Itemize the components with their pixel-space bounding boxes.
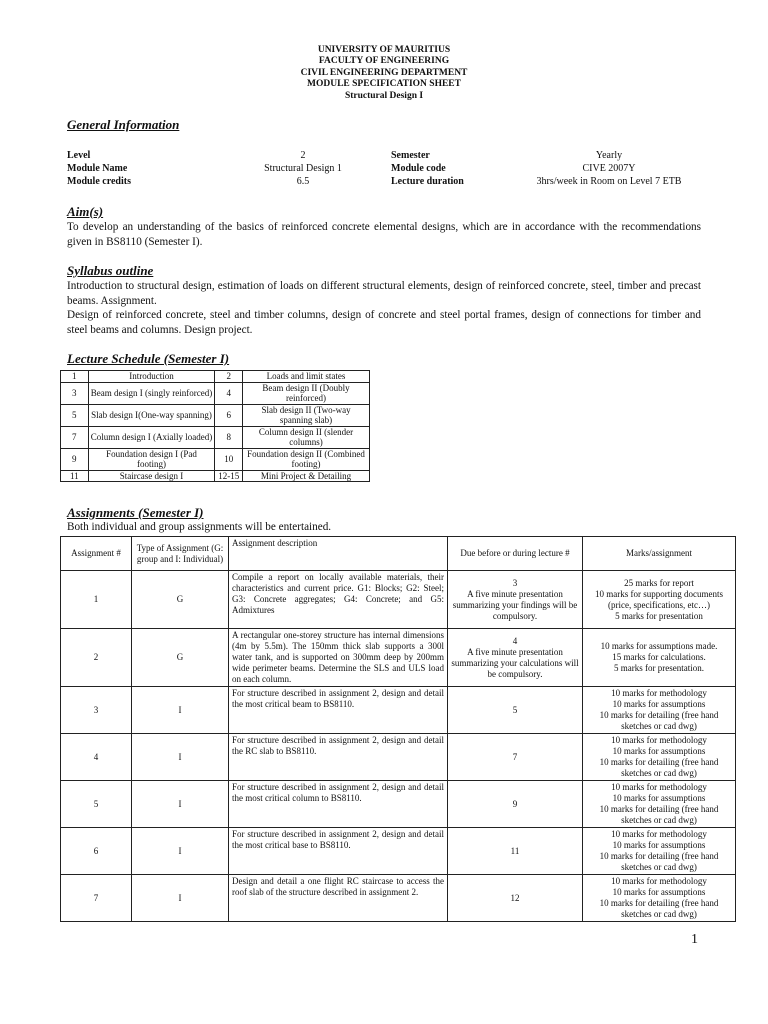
marks-line: 25 marks for report (624, 577, 694, 588)
aims-heading: Aim(s) (67, 204, 104, 219)
lecture-number: 11 (61, 470, 89, 482)
assignment-type: I (132, 828, 229, 875)
assignment-marks (583, 734, 736, 781)
due-line: 12 (510, 892, 520, 903)
assignments-intro: Both individual and group assignments will be entertained. (67, 521, 332, 533)
assignment-number: 5 (61, 781, 132, 828)
lecture-schedule-heading: Lecture Schedule (Semester I) (67, 351, 230, 366)
header-assignment-type: Type of Assignment (G: group and I: Individual) (132, 537, 229, 571)
due-line: 3 (512, 577, 518, 588)
table-row (61, 470, 370, 482)
assignment-marks (583, 828, 736, 875)
assignment-description: Compile a report on locally available materials, their characteristics and current price. G1: Blocks; G2: Steel; G3: Concrete aggregates; G4: Concrete; and G5: Admixtures (229, 571, 448, 629)
assignment-description: A rectangular one-storey structure has internal dimensions (4m by 5.5m). The 150mm thick slab supports a 300l water tank, and is supported on 300mm deep by 200mm wide perimeter beams. Determine the SLS and ULS load on each column. (229, 629, 448, 687)
marks-line: 10 marks for methodology (611, 735, 707, 745)
assignment-description: For structure described in assignment 2, design and detail the most critical column to BS8110. (229, 781, 448, 828)
assignment-type: G (132, 629, 229, 687)
assignment-description: For structure described in assignment 2, design and detail the RC slab to BS8110. (229, 734, 448, 781)
lecture-schedule-table (60, 370, 370, 482)
due-line: A five minute presentation summarizing your calculations will be compulsory. (451, 646, 579, 679)
assignment-number: 3 (61, 687, 132, 734)
marks-line: 10 marks for assumptions made. (600, 641, 718, 651)
header-module: Structural Design I (344, 90, 424, 101)
lecture-topic: Introduction (88, 371, 215, 383)
table-row (61, 781, 736, 828)
header-faculty: FACULTY OF ENGINEERING (318, 56, 450, 67)
table-row (61, 371, 370, 383)
table-row (61, 404, 370, 426)
marks-line: 10 marks for methodology (611, 782, 707, 792)
lecture-topic: Mini Project & Detailing (243, 470, 370, 482)
aims-text: To develop an understanding of the basics of reinforced concrete elemental designs, which are in accordance with the recommendations given in BS8110 (Semester I). (67, 221, 701, 248)
header-marks: Marks/assignment (583, 537, 736, 571)
assignment-due (448, 571, 583, 629)
info-label: Level (67, 150, 91, 161)
assignment-number: 6 (61, 828, 132, 875)
lecture-topic: Loads and limit states (243, 371, 370, 383)
assignment-number: 1 (61, 571, 132, 629)
marks-line: 10 marks for assumptions (612, 746, 706, 756)
lecture-topic: Slab design II (Two-way spanning slab) (243, 404, 370, 426)
header-due-lecture: Due before or during lecture # (448, 537, 583, 571)
marks-line: 10 marks for supporting documents (price, specifications, etc…) (595, 588, 723, 610)
marks-line: 10 marks for assumptions (612, 840, 706, 850)
document-header (0, 45, 768, 102)
table-row (61, 426, 370, 448)
general-info-row (67, 162, 697, 175)
assignment-description: Design and detail a one flight RC staircase to access the roof slab of the structure described in assignment 2. (229, 875, 448, 922)
marks-line: 10 marks for assumptions (612, 699, 706, 709)
assignment-type: I (132, 734, 229, 781)
lecture-topic: Column design I (Axially loaded) (88, 426, 215, 448)
assignment-marks (583, 571, 736, 629)
syllabus-heading: Syllabus outline (67, 263, 154, 278)
lecture-number: 9 (61, 448, 89, 470)
assignment-number: 4 (61, 734, 132, 781)
lecture-number: 8 (215, 426, 243, 448)
due-line: 4 (512, 635, 518, 646)
header-sheet-title: MODULE SPECIFICATION SHEET (307, 79, 461, 90)
marks-line: 10 marks for methodology (611, 688, 707, 698)
due-line: 5 (512, 704, 518, 715)
lecture-number: 3 (61, 382, 89, 404)
assignment-description: For structure described in assignment 2, design and detail the most critical beam to BS8110. (229, 687, 448, 734)
lecture-topic: Beam design II (Doubly reinforced) (243, 382, 370, 404)
lecture-topic: Slab design I(One-way spanning) (88, 404, 215, 426)
marks-line: 10 marks for methodology (611, 829, 707, 839)
lecture-number: 1 (61, 371, 89, 383)
info-value: 3hrs/week in Room on Level 7 ETB (536, 176, 682, 187)
general-info-heading: General Information (67, 117, 180, 132)
lecture-topic: Foundation design II (Combined footing) (243, 448, 370, 470)
marks-line: 10 marks for methodology (611, 876, 707, 886)
header-university: UNIVERSITY OF MAURITIUS (317, 45, 451, 55)
due-line: A five minute presentation summarizing your findings will be compulsory. (452, 588, 578, 621)
assignment-due (448, 734, 583, 781)
lecture-number: 10 (215, 448, 243, 470)
info-label: Lecture duration (391, 176, 464, 187)
header-department: CIVIL ENGINEERING DEPARTMENT (300, 67, 468, 78)
assignment-number: 7 (61, 875, 132, 922)
lecture-number: 12-15 (215, 470, 243, 482)
syllabus-paragraph-1: Introduction to structural design, estimation of loads on different structural elements, design of reinforced concrete, steel, timber and precast beams. Assignment. (67, 280, 701, 307)
assignments-table (60, 536, 736, 922)
assignment-due (448, 687, 583, 734)
table-row (61, 875, 736, 922)
assignment-marks (583, 781, 736, 828)
info-value: Yearly (595, 150, 623, 161)
marks-line: 15 marks for calculations. (612, 652, 706, 662)
general-info-row (67, 149, 697, 162)
assignment-type: I (132, 687, 229, 734)
table-header-row (61, 537, 736, 571)
assignment-number: 2 (61, 629, 132, 687)
due-line: 11 (510, 845, 520, 856)
due-line: 9 (512, 798, 518, 809)
table-row (61, 734, 736, 781)
info-label: Module Name (67, 163, 128, 174)
marks-line: 10 marks for detailing (free hand sketches or cad dwg) (599, 851, 719, 872)
info-value: 2 (300, 150, 306, 161)
marks-line: 5 marks for presentation. (614, 663, 704, 673)
marks-line: 10 marks for detailing (free hand sketches or cad dwg) (599, 804, 719, 825)
table-row (61, 448, 370, 470)
assignment-type: I (132, 781, 229, 828)
assignment-description: For structure described in assignment 2, design and detail the most critical base to BS8110. (229, 828, 448, 875)
info-value: CIVE 2007Y (582, 163, 636, 174)
table-row (61, 687, 736, 734)
info-label: Module code (391, 163, 446, 174)
assignment-due (448, 875, 583, 922)
marks-line: 10 marks for detailing (free hand sketches or cad dwg) (599, 757, 719, 778)
assignment-marks (583, 687, 736, 734)
info-value: Structural Design 1 (264, 163, 342, 174)
syllabus-text (67, 279, 701, 337)
general-info-row (67, 175, 697, 188)
table-row (61, 382, 370, 404)
table-row (61, 828, 736, 875)
due-line: 7 (512, 751, 518, 762)
marks-line: 10 marks for detailing (free hand sketches or cad dwg) (599, 898, 719, 919)
assignment-due (448, 828, 583, 875)
assignments-heading: Assignments (Semester I) (67, 505, 204, 520)
syllabus-paragraph-2: Design of reinforced concrete, steel and timber columns, design of concrete and steel portal frames, design of connections for timber and steel beams and columns. Design project. (67, 309, 701, 336)
info-label: Semester (391, 150, 430, 161)
assignment-type: G (132, 571, 229, 629)
page-number: 1 (691, 932, 698, 947)
general-info-grid (67, 149, 697, 188)
assignment-marks (583, 875, 736, 922)
lecture-topic: Foundation design I (Pad footing) (88, 448, 215, 470)
lecture-topic: Beam design I (singly reinforced) (88, 382, 215, 404)
assignment-type: I (132, 875, 229, 922)
lecture-number: 4 (215, 382, 243, 404)
table-row (61, 571, 736, 629)
marks-line: 5 marks for presentation (615, 610, 703, 621)
header-assignment-description: Assignment description (229, 537, 448, 571)
lecture-number: 5 (61, 404, 89, 426)
marks-line: 10 marks for detailing (free hand sketches or cad dwg) (599, 710, 719, 731)
table-row (61, 629, 736, 687)
lecture-number: 6 (215, 404, 243, 426)
marks-line: 10 marks for assumptions (612, 793, 706, 803)
assignment-marks (583, 629, 736, 687)
lecture-topic: Staircase design I (88, 470, 215, 482)
assignment-due (448, 781, 583, 828)
marks-line: 10 marks for assumptions (612, 887, 706, 897)
info-label: Module credits (67, 176, 131, 187)
lecture-topic: Column design II (slender columns) (243, 426, 370, 448)
lecture-number: 2 (215, 371, 243, 383)
assignment-due (448, 629, 583, 687)
header-assignment-number: Assignment # (61, 537, 132, 571)
info-value: 6.5 (296, 176, 310, 187)
lecture-number: 7 (61, 426, 89, 448)
